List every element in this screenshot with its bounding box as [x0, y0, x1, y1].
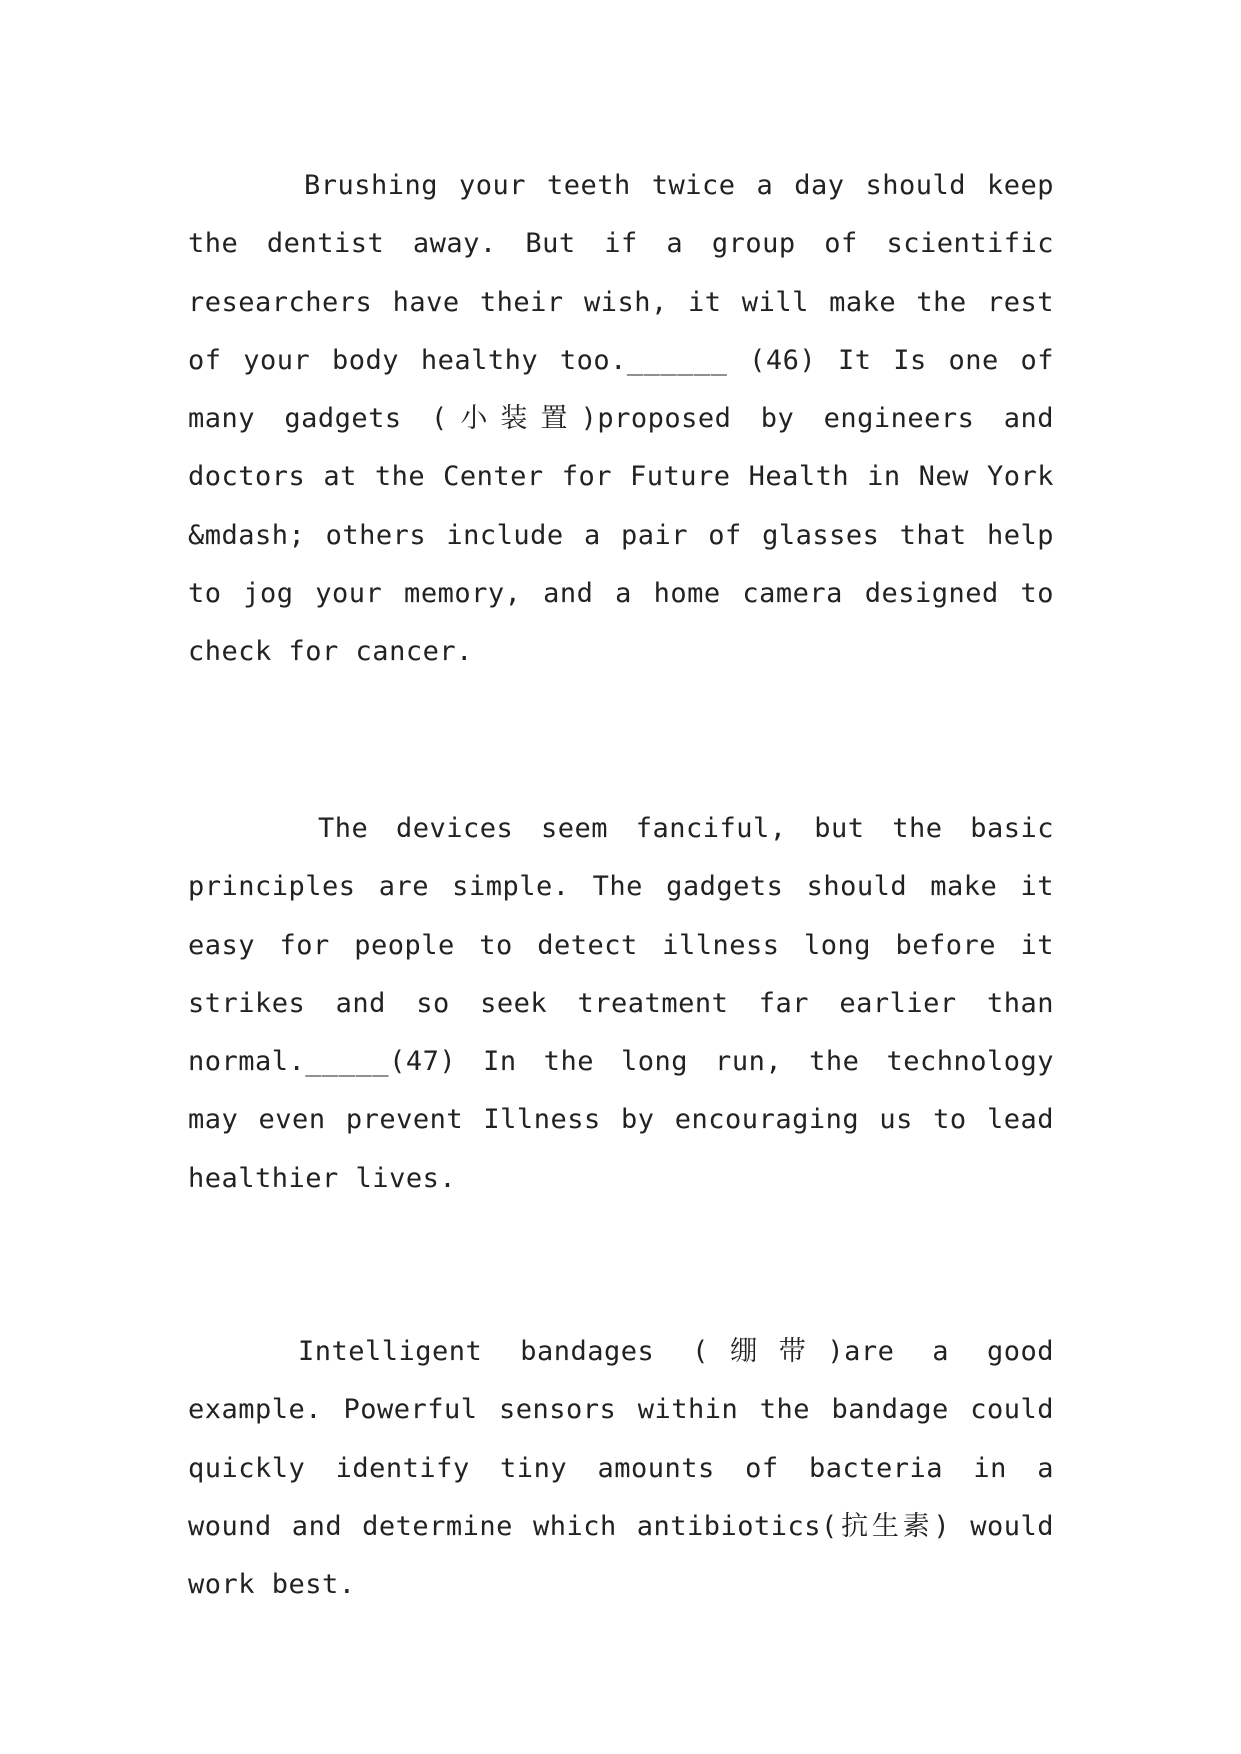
paragraph-2: The devices seem fanciful, but the basic principles are simple. The gadgets should make it easy for people to detect illness long before it strikes and so seek treatment far earlier than normal._____(47) In the long run, the technology may even prevent Illness by encouraging us to lead healthier lives.: [188, 813, 1054, 1194]
paragraph-1: Brushing your teeth twice a day should keep the dentist away. But if a group of scientific researchers have their wish, it will make the rest of your body healthy too.______ (46) It Is one of many gadgets (小装置)proposed by engineers and doctors at the Center for Future Health in New York &mdash; others include a pair of glasses that help to jog your memory, and a home camera designed to check for cancer.: [188, 170, 1054, 668]
paragraph-3: Intelligent bandages (绷带)are a good example. Powerful sensors within the bandage could quickly identify tiny amounts of bacteria in a wound and determine which antibiotics(抗生素) would work best.: [188, 1336, 1054, 1601]
